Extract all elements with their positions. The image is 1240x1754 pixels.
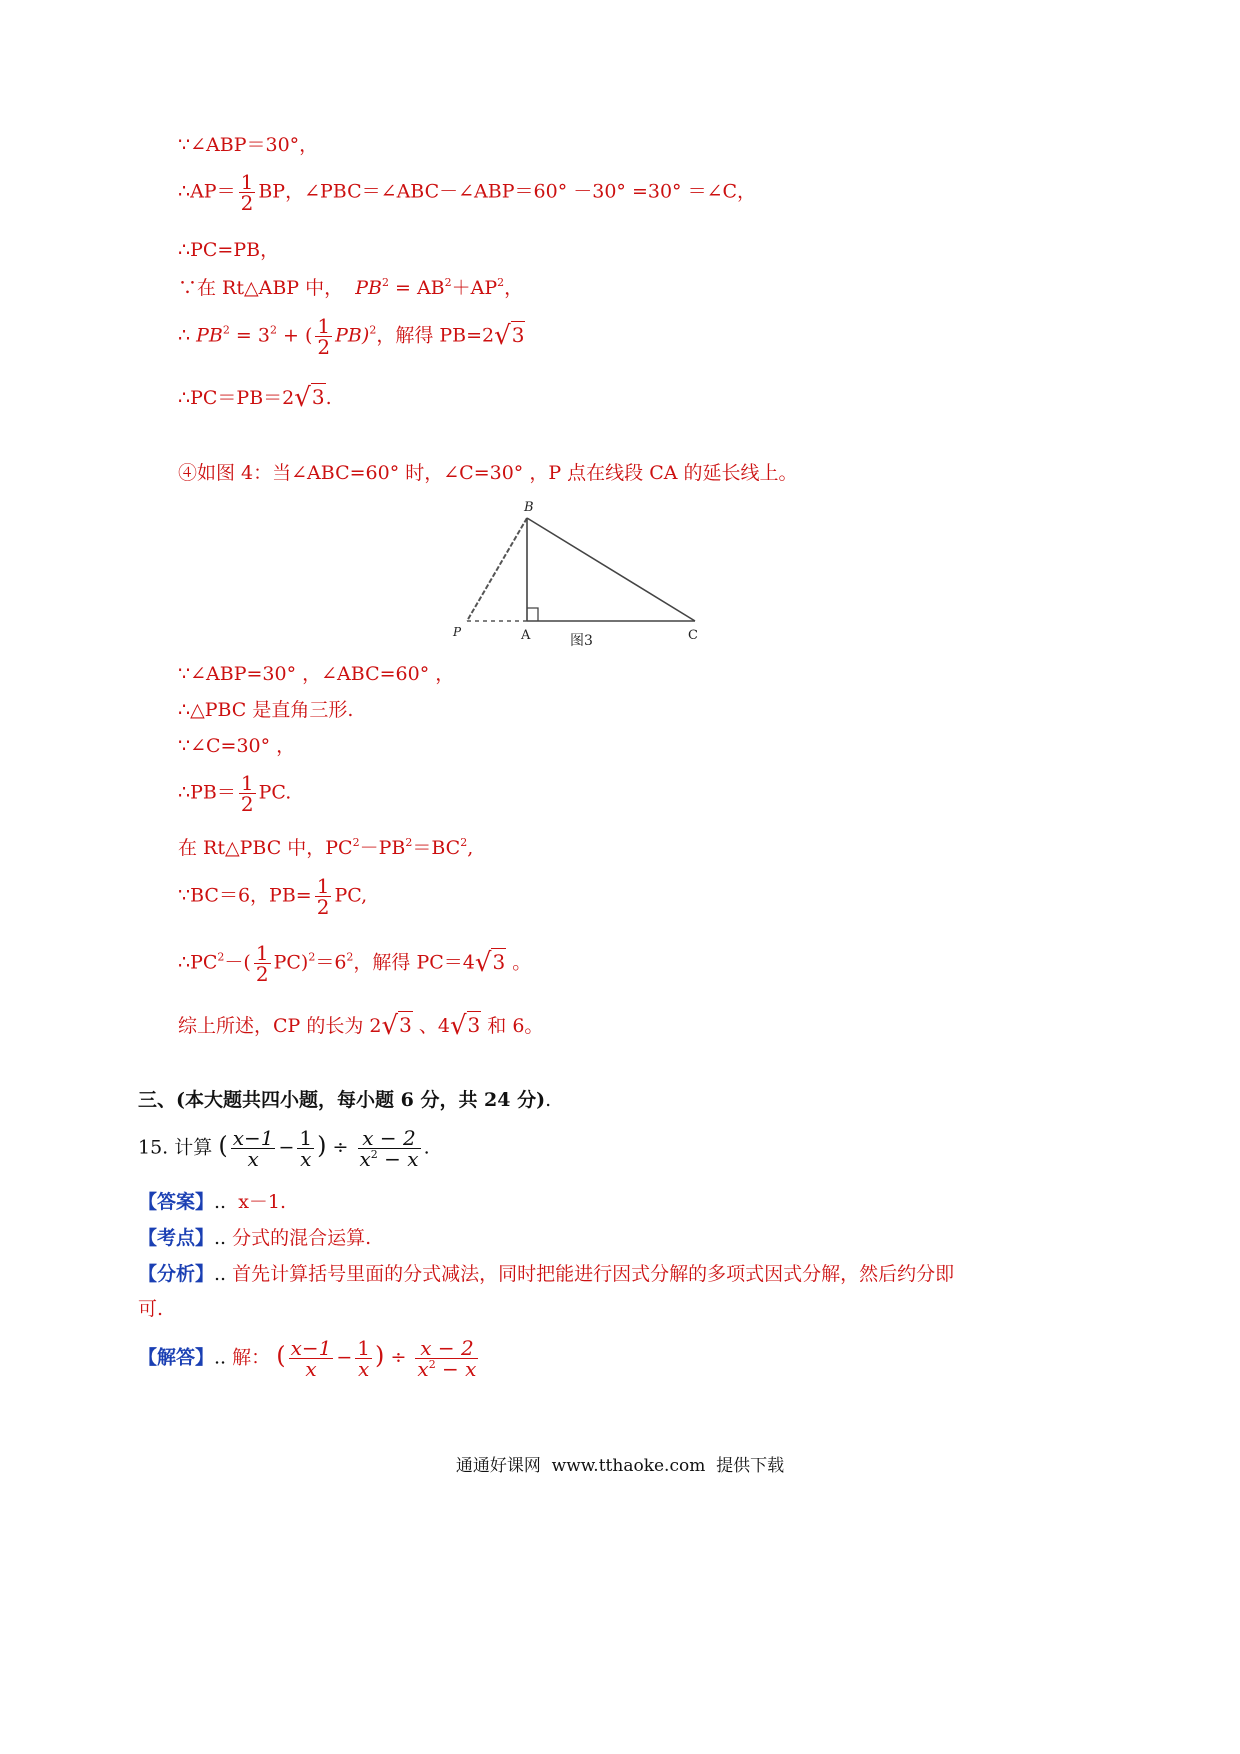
- step-line: ∴△PBC 是直角三形.: [178, 699, 354, 721]
- fraction-half: $\frac{1}{2}$: [240, 771, 254, 816]
- sqrt-three: √3: [474, 947, 506, 978]
- sqrt-three: √3: [294, 383, 325, 413]
- vertex-label-a: A: [521, 628, 531, 643]
- step-line: ∵BC＝6，PB= $\frac{1}{2}$ PC,: [178, 874, 368, 919]
- step-line: ∴ $PB^2 = 3^2$ + ( $\frac{1}{2}$ PB)$^2$，解得 PB=2√3: [178, 314, 525, 359]
- solution-tag: 【解答】: [138, 1346, 215, 1369]
- vertex-label-b: B: [524, 500, 534, 515]
- step-line: $\therefore PC^2-$( $\frac{1}{2}$ $PC)^2=6^2$，解得 PC＝4√3 。: [178, 941, 532, 986]
- analysis-continuation: 可.: [138, 1298, 164, 1320]
- sqrt-three: √3: [381, 1011, 412, 1041]
- problem-15-statement: 15. 计算 ( $\frac{x-1}{x}$ − $\frac{1}{x}$ ) ÷ $\frac{x - 2}{x^2 - x}$ .: [138, 1126, 430, 1171]
- fraction-half: $\frac{1}{2}$: [316, 874, 330, 919]
- fraction-x-minus-2-over-x2-minus-x: $\frac{x - 2}{x^2 - x}$: [417, 1336, 477, 1381]
- analysis-tag: 【分析】: [138, 1263, 215, 1285]
- step-line: ∵∠C=30° ，: [178, 735, 296, 757]
- analysis-line: 【分析】.. 首先计算括号里面的分式减法，同时把能进行因式分解的多项式因式分解，然后约分即: [138, 1263, 955, 1285]
- fraction-half: $\frac{1}{2}$: [240, 170, 254, 215]
- fraction-1-over-x: $\frac{1}{x}$: [357, 1336, 371, 1381]
- fraction-1-over-x: $\frac{1}{x}$: [299, 1126, 313, 1171]
- step-line: 在 Rt△PBC 中，$PC^2-PB^2=BC^2$,: [178, 836, 474, 859]
- figure-caption: 图3: [570, 633, 593, 649]
- step-line: ∴AP＝ $\frac{1}{2}$ BP，∠PBC＝∠ABC－∠ABP＝60° －30° =30° ＝∠C，: [178, 170, 757, 215]
- topic-tag: 【考点】: [138, 1227, 215, 1249]
- step-line: ∵∠ABP＝30°，: [178, 134, 319, 156]
- sqrt-three: √3: [494, 320, 525, 351]
- step-line: ∴PC＝PB＝2√3.: [178, 383, 332, 413]
- answer-tag: 【答案】: [138, 1191, 215, 1213]
- step-line: ∵在 Rt△ABP 中， $PB^2 = AB^2+AP^2$，: [178, 276, 524, 299]
- topic-line: 【考点】.. 分式的混合运算.: [138, 1227, 372, 1249]
- conclusion-line: 综上所述，CP 的长为 2√3 、4√3 和 6。: [178, 1011, 544, 1041]
- step-line: ∴PC=PB，: [178, 239, 280, 261]
- step-line: ∵∠ABP=30° ，∠ABC=60° ，: [178, 663, 455, 685]
- fraction-half: $\frac{1}{2}$: [255, 941, 269, 986]
- answer-line: 【答案】.. x－1.: [138, 1191, 287, 1213]
- segment-pb: [467, 518, 527, 621]
- segment-bc: [527, 518, 695, 621]
- triangle-figure: [440, 495, 720, 655]
- vertex-label-c: C: [688, 628, 698, 643]
- fraction-x-minus-1-over-x: $\frac{x-1}{x}$: [290, 1336, 332, 1381]
- fraction-x-minus-2-over-x2-minus-x: $\frac{x - 2}{x^2 - x}$: [359, 1126, 419, 1171]
- fraction-half: $\frac{1}{2}$: [317, 314, 331, 359]
- step-line: ∴PB＝ $\frac{1}{2}$ PC.: [178, 771, 292, 816]
- sqrt-three: √3: [449, 1011, 481, 1041]
- right-angle-mark: [527, 608, 538, 621]
- page-footer: 通通好课网 www.tthaoke.com 提供下载: [455, 1456, 785, 1476]
- problem-number: 15.: [138, 1136, 169, 1159]
- vertex-label-p: P: [453, 625, 462, 639]
- fraction-x-minus-1-over-x: $\frac{x-1}{x}$: [232, 1126, 274, 1171]
- case-heading: ④如图 4：当∠ABC=60° 时，∠C=30° ，P 点在线段 CA 的延长线上。: [178, 462, 798, 484]
- section-heading: 三、(本大题共四小题，每小题 6 分，共 24 分).: [138, 1089, 552, 1111]
- solution-line: 【解答】.. 解： ( $\frac{x-1}{x}$ − $\frac{1}{x}$ ) ÷ $\frac{x - 2}{x^2 - x}$: [138, 1336, 477, 1381]
